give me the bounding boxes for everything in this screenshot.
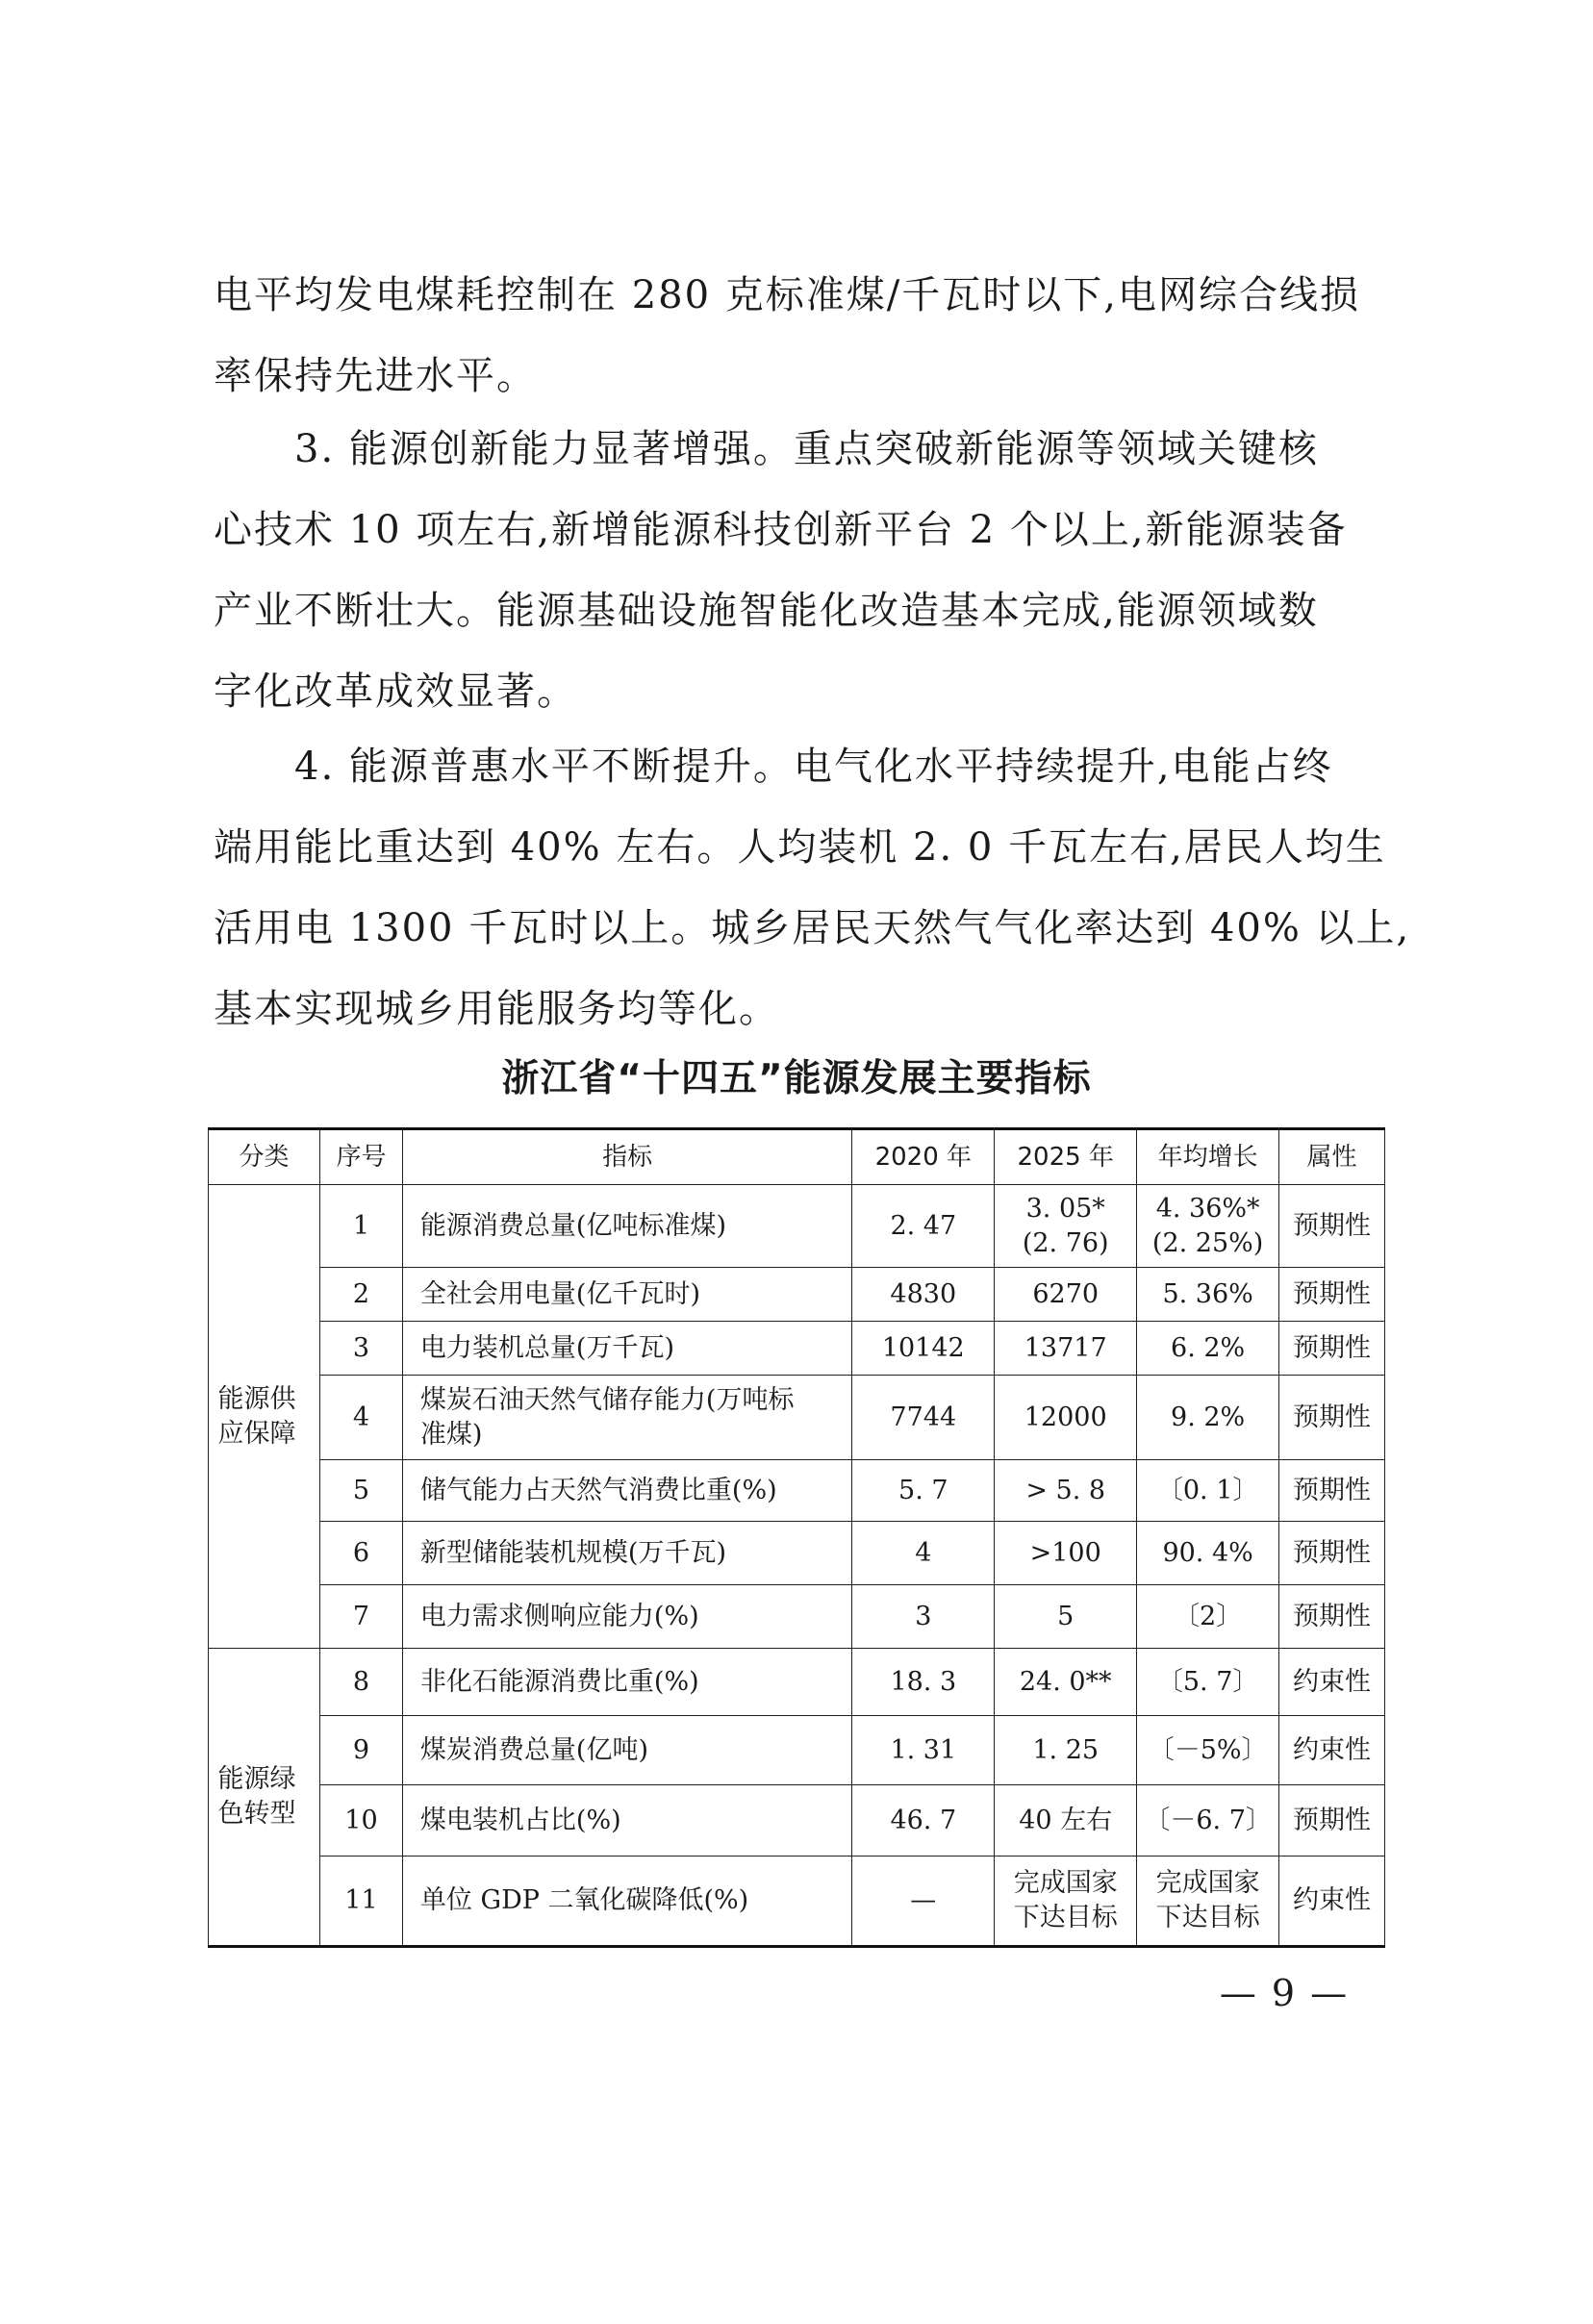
value-line: 3. 05* — [1025, 1193, 1105, 1224]
row-2025: >100 — [995, 1522, 1137, 1585]
energy-indicators-table — [208, 1127, 1385, 1948]
row-growth — [1137, 1185, 1279, 1268]
value-line: (2. 76) — [1022, 1227, 1109, 1258]
row-growth: 〔0. 1〕 — [1137, 1460, 1279, 1522]
row-growth: 〔－5%〕 — [1137, 1716, 1279, 1785]
row-indicator: 电力需求侧响应能力(%) — [402, 1585, 851, 1649]
paragraph-line: 3. 能源创新能力显著增强。重点突破新能源等领域关键核 — [214, 427, 1319, 471]
row-growth: 9. 2% — [1137, 1376, 1279, 1460]
row-growth: 〔2〕 — [1137, 1585, 1279, 1649]
category-line: 应保障 — [217, 1418, 296, 1449]
row-indicator: 煤电装机占比(%) — [402, 1785, 851, 1857]
row-number: 5 — [319, 1460, 402, 1522]
table-row — [209, 1585, 1385, 1649]
paragraph-energy-innovation — [214, 409, 1385, 732]
row-number: 3 — [319, 1322, 402, 1376]
paragraph-energy-inclusion — [214, 726, 1411, 1049]
row-2020: 5. 7 — [852, 1460, 995, 1522]
row-2020: 1. 31 — [852, 1716, 995, 1785]
category-line: 色转型 — [217, 1799, 296, 1829]
row-indicator — [402, 1376, 851, 1460]
table-row — [209, 1649, 1385, 1716]
header-attribute: 属性 — [1279, 1129, 1385, 1185]
row-attribute: 约束性 — [1279, 1857, 1385, 1947]
indicator-line: 准煤) — [419, 1419, 483, 1450]
row-number: 7 — [319, 1585, 402, 1649]
value-line: 下达目标 — [1013, 1903, 1118, 1932]
paragraph-line: 字化改革成效显著。 — [214, 669, 577, 714]
paragraph-line: 活用电 1300 千瓦时以上。城乡居民天然气气化率达到 40% 以上, — [214, 906, 1411, 950]
row-number: 2 — [319, 1268, 402, 1322]
row-2020: 2. 47 — [852, 1185, 995, 1268]
table-header-row — [209, 1129, 1385, 1185]
row-indicator: 煤炭消费总量(亿吨) — [402, 1716, 851, 1785]
paragraph-1 — [214, 255, 1385, 417]
row-attribute: 约束性 — [1279, 1716, 1385, 1785]
row-2020: 46. 7 — [852, 1785, 995, 1857]
row-2020: — — [852, 1857, 995, 1947]
header-indicator: 指标 — [402, 1129, 851, 1185]
table-row — [209, 1268, 1385, 1322]
row-2025 — [995, 1185, 1137, 1268]
row-2025: 12000 — [995, 1376, 1137, 1460]
row-number: 11 — [319, 1857, 402, 1947]
header-2025: 2025 年 — [995, 1129, 1137, 1185]
row-growth: 〔－6. 7〕 — [1137, 1785, 1279, 1857]
header-number: 序号 — [319, 1129, 402, 1185]
row-2025: 1. 25 — [995, 1716, 1137, 1785]
row-2025 — [995, 1857, 1137, 1947]
row-number: 4 — [319, 1376, 402, 1460]
table-row — [209, 1322, 1385, 1376]
row-growth: 5. 36% — [1137, 1268, 1279, 1322]
indicator-line: 煤炭石油天然气储存能力(万吨标 — [419, 1384, 795, 1415]
paragraph-line: 端用能比重达到 40% 左右。人均装机 2. 0 千瓦左右,居民人均生 — [214, 825, 1386, 870]
row-indicator: 单位 GDP 二氧化碳降低(%) — [402, 1857, 851, 1947]
row-growth: 〔5. 7〕 — [1137, 1649, 1279, 1716]
table-row — [209, 1376, 1385, 1460]
row-indicator: 全社会用电量(亿千瓦时) — [402, 1268, 851, 1322]
row-indicator: 电力装机总量(万千瓦) — [402, 1322, 851, 1376]
row-indicator: 新型储能装机规模(万千瓦) — [402, 1522, 851, 1585]
row-2020: 10142 — [852, 1322, 995, 1376]
value-line: (2. 25%) — [1151, 1227, 1264, 1258]
row-attribute: 预期性 — [1279, 1785, 1385, 1857]
row-2020: 7744 — [852, 1376, 995, 1460]
category-green-transition — [209, 1649, 320, 1947]
value-line: 完成国家 — [1155, 1868, 1260, 1898]
row-number: 9 — [319, 1716, 402, 1785]
table-row — [209, 1785, 1385, 1857]
row-attribute: 预期性 — [1279, 1322, 1385, 1376]
row-2020: 4 — [852, 1522, 995, 1585]
page-number: — 9 — — [1219, 1972, 1350, 2014]
row-attribute: 约束性 — [1279, 1649, 1385, 1716]
row-2025: > 5. 8 — [995, 1460, 1137, 1522]
row-attribute: 预期性 — [1279, 1585, 1385, 1649]
paragraph-line: 基本实现城乡用能服务均等化。 — [214, 987, 779, 1031]
row-2025: 24. 0** — [995, 1649, 1137, 1716]
paragraph-line: 电平均发电煤耗控制在 280 克标准煤/千瓦时以下,电网综合线损 — [214, 273, 1360, 317]
row-number: 6 — [319, 1522, 402, 1585]
category-line: 能源供 — [217, 1383, 296, 1414]
row-attribute: 预期性 — [1279, 1522, 1385, 1585]
header-2020: 2020 年 — [852, 1129, 995, 1185]
row-attribute: 预期性 — [1279, 1460, 1385, 1522]
row-2020: 3 — [852, 1585, 995, 1649]
row-2020: 18. 3 — [852, 1649, 995, 1716]
table-row — [209, 1857, 1385, 1947]
row-number: 10 — [319, 1785, 402, 1857]
value-line: 4. 36%* — [1155, 1193, 1260, 1224]
row-number: 1 — [319, 1185, 402, 1268]
row-indicator: 能源消费总量(亿吨标准煤) — [402, 1185, 851, 1268]
table-row — [209, 1522, 1385, 1585]
row-attribute: 预期性 — [1279, 1376, 1385, 1460]
paragraph-line: 率保持先进水平。 — [214, 354, 537, 398]
row-2025: 6270 — [995, 1268, 1137, 1322]
row-2020: 4830 — [852, 1268, 995, 1322]
row-growth: 6. 2% — [1137, 1322, 1279, 1376]
paragraph-line: 产业不断壮大。能源基础设施智能化改造基本完成,能源领域数 — [214, 589, 1319, 633]
row-number: 8 — [319, 1649, 402, 1716]
row-indicator: 储气能力占天然气消费比重(%) — [402, 1460, 851, 1522]
table-row — [209, 1716, 1385, 1785]
row-2025: 5 — [995, 1585, 1137, 1649]
paragraph-line: 心技术 10 项左右,新增能源科技创新平台 2 个以上,新能源装备 — [214, 508, 1348, 552]
row-growth — [1137, 1857, 1279, 1947]
table-row — [209, 1460, 1385, 1522]
table-title: 浙江省“十四五”能源发展主要指标 — [501, 1057, 1092, 1100]
row-attribute: 预期性 — [1279, 1185, 1385, 1268]
header-annual-growth: 年均增长 — [1137, 1129, 1279, 1185]
paragraph-line: 4. 能源普惠水平不断提升。电气化水平持续提升,电能占终 — [214, 745, 1333, 789]
row-attribute: 预期性 — [1279, 1268, 1385, 1322]
row-indicator: 非化石能源消费比重(%) — [402, 1649, 851, 1716]
table-row — [209, 1185, 1385, 1268]
row-2025: 40 左右 — [995, 1785, 1137, 1857]
category-supply-security — [209, 1185, 320, 1649]
category-line: 能源绿 — [217, 1764, 296, 1794]
row-2025: 13717 — [995, 1322, 1137, 1376]
row-growth: 90. 4% — [1137, 1522, 1279, 1585]
header-category: 分类 — [209, 1129, 320, 1185]
value-line: 完成国家 — [1013, 1868, 1118, 1898]
value-line: 下达目标 — [1155, 1903, 1260, 1932]
